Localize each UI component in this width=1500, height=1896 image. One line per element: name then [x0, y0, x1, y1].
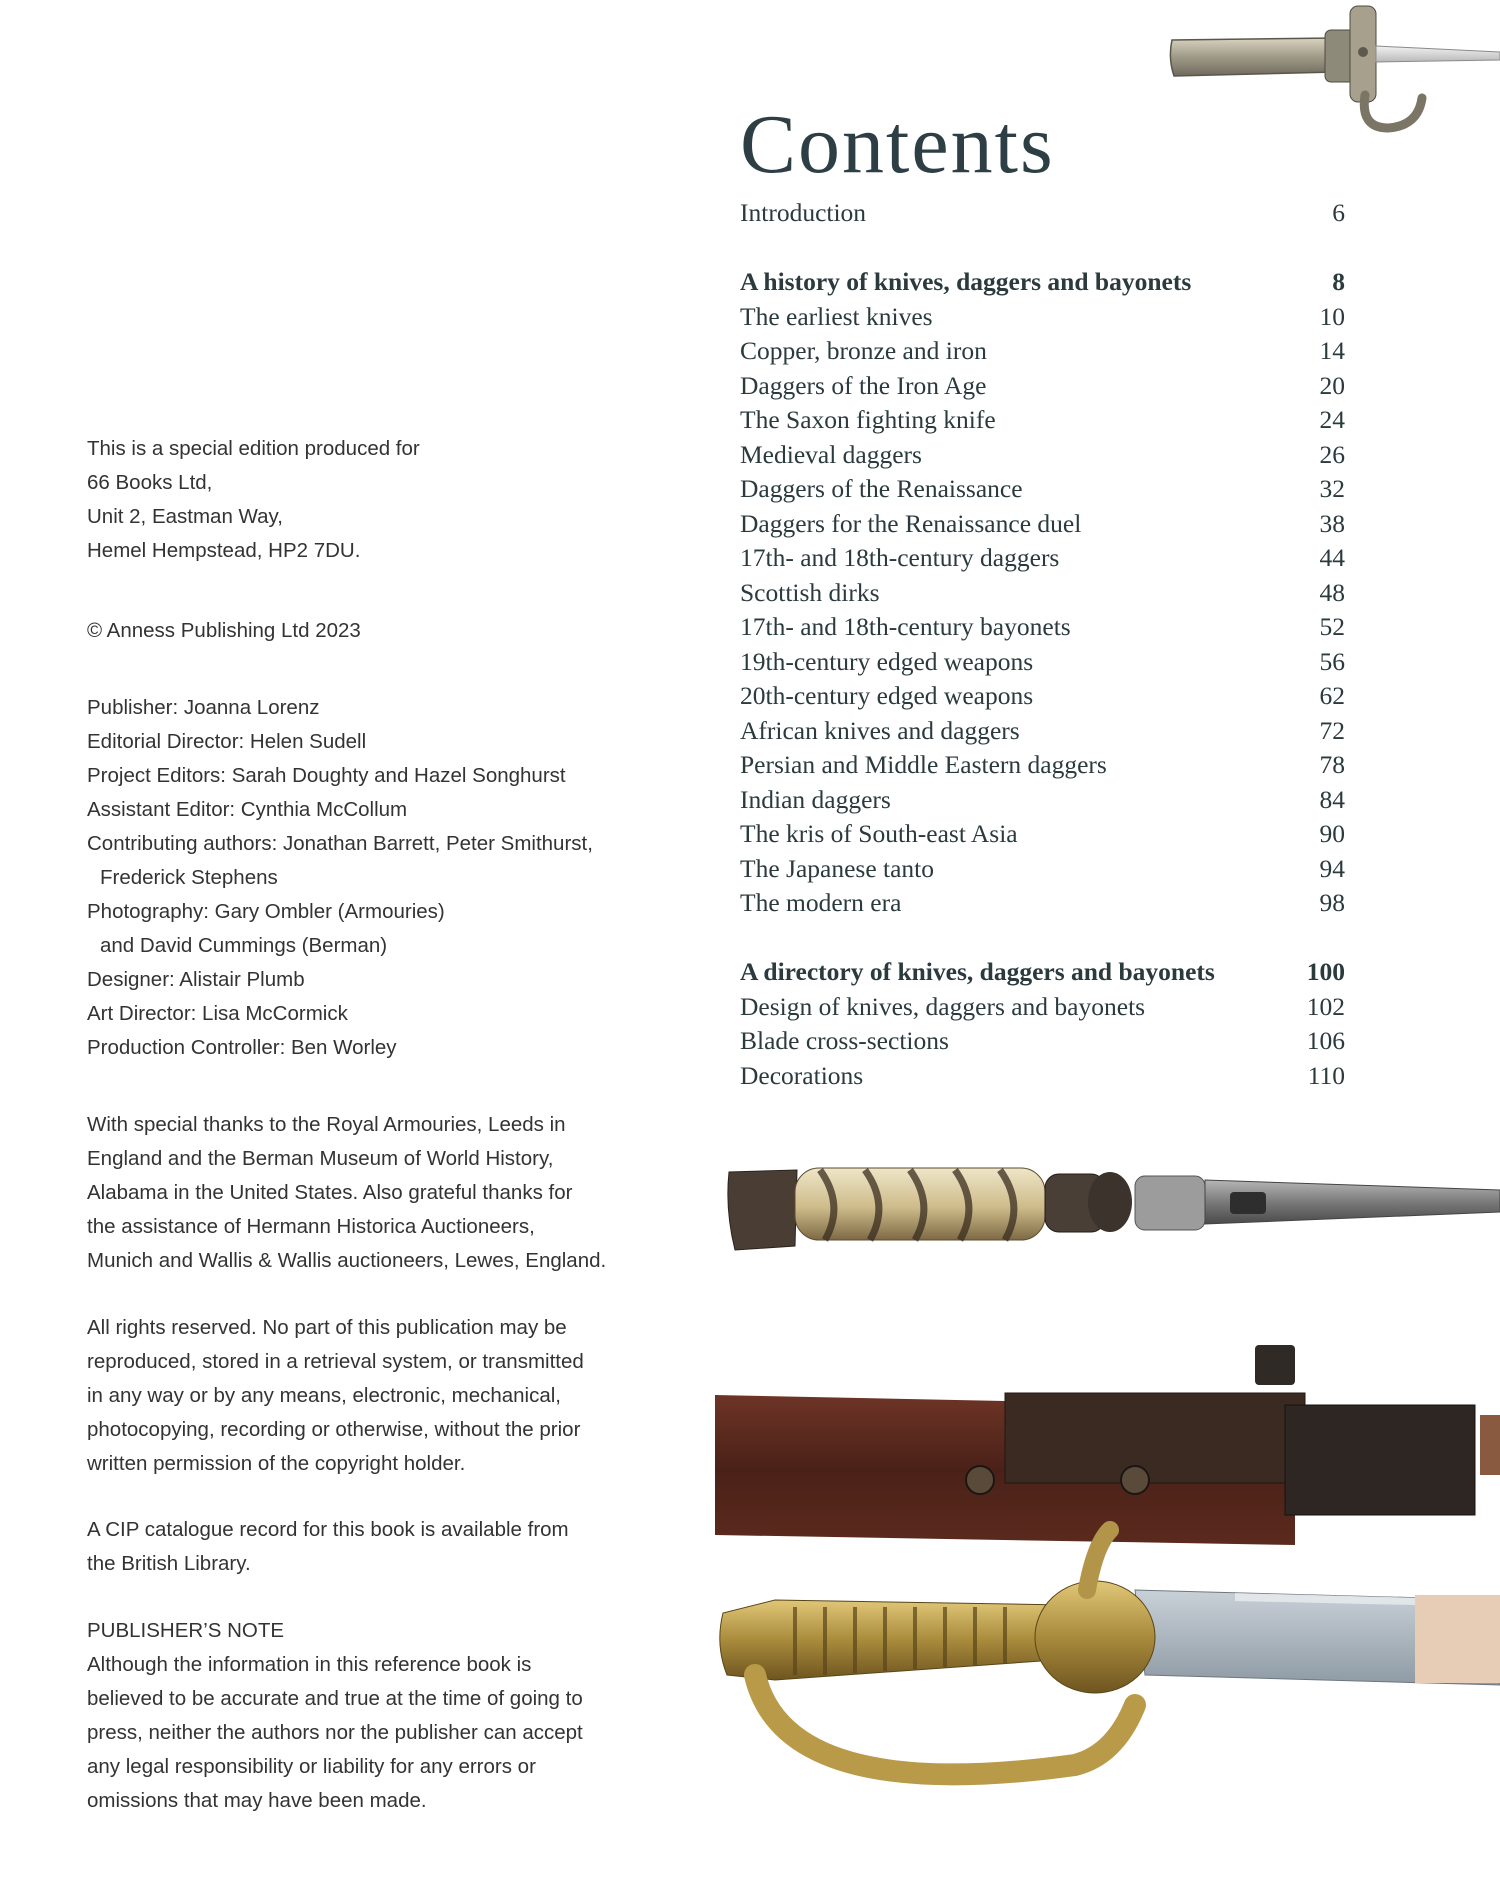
- toc-entry-page: 38: [1319, 508, 1345, 538]
- toc-entry-title: Medieval daggers: [740, 439, 922, 469]
- toc-entry-page: 100: [1306, 957, 1345, 986]
- rights-line: reproduced, stored in a retrieval system, or transmitted: [87, 1350, 584, 1373]
- contents-title: Contents: [740, 98, 1055, 191]
- cip-block: [87, 1513, 569, 1581]
- toc-entry-title: The earliest knives: [740, 301, 933, 331]
- toc-entry: [740, 403, 1345, 437]
- toc-entry: [740, 472, 1345, 506]
- note-line: omissions that may have been made.: [87, 1789, 427, 1812]
- credit-line: Publisher: Joanna Lorenz: [87, 696, 320, 719]
- rights-line: All rights reserved. No part of this publication may be: [87, 1316, 567, 1339]
- thanks-line: Munich and Wallis & Wallis auctioneers, Lewes, England.: [87, 1249, 607, 1272]
- toc-entry: [740, 334, 1345, 368]
- toc-entry-title: 19th-century edged weapons: [740, 646, 1034, 676]
- toc-entry-page: 110: [1307, 1060, 1345, 1090]
- toc-entry-page: 94: [1319, 853, 1345, 883]
- credit-line: Assistant Editor: Cynthia McCollum: [87, 798, 408, 821]
- address-line: Hemel Hempstead, HP2 7DU.: [87, 539, 361, 562]
- toc-entry-page: 102: [1306, 991, 1345, 1021]
- toc-entry-page: 26: [1319, 439, 1345, 469]
- toc-entry-title: 17th- and 18th-century bayonets: [740, 612, 1071, 641]
- copyright-block: [87, 614, 361, 648]
- thanks-line: Alabama in the United States. Also grateful thanks for: [87, 1181, 573, 1204]
- toc-entry: [740, 438, 1345, 472]
- toc-entry-title: The kris of South-east Asia: [740, 819, 1018, 848]
- special-edition-address: [87, 432, 420, 568]
- toc-entry-page: 20: [1319, 370, 1345, 400]
- toc-entry: [740, 990, 1345, 1024]
- toc-entry-title: A directory of knives, daggers and bayonets: [740, 957, 1215, 986]
- credit-line: Photography: Gary Ombler (Armouries): [87, 900, 445, 923]
- toc-section-heading: [740, 265, 1345, 299]
- toc-entry-title: 20th-century edged weapons: [740, 681, 1034, 710]
- credit-line: Designer: Alistair Plumb: [87, 968, 305, 991]
- toc-entry-page: 44: [1319, 543, 1345, 572]
- toc-entry-page: 8: [1332, 267, 1345, 296]
- toc-entry-title: Blade cross-sections: [740, 1026, 949, 1055]
- toc-entry-title: The Saxon fighting knife: [740, 405, 996, 434]
- rights-line: written permission of the copyright holder.: [87, 1452, 466, 1475]
- dagger-hilt-icon: [725, 1150, 1500, 1270]
- toc-entry-page: 48: [1319, 577, 1345, 607]
- toc-entry-title: Daggers of the Renaissance: [740, 474, 1023, 503]
- toc-entry-page: 62: [1319, 681, 1345, 710]
- toc-entry: [740, 610, 1345, 644]
- thanks-line: With special thanks to the Royal Armouries, Leeds in: [87, 1113, 566, 1136]
- toc-entry: [740, 679, 1345, 713]
- thanks-line: the assistance of Hermann Historica Auctioneers,: [87, 1215, 535, 1238]
- toc-entry-page: 32: [1319, 474, 1345, 503]
- toc-entry: [740, 748, 1345, 782]
- toc-entry: [740, 1059, 1345, 1093]
- toc-entry-title: Persian and Middle Eastern daggers: [740, 750, 1107, 779]
- acknowledgements-block: [87, 1108, 606, 1278]
- credit-line: Editorial Director: Helen Sudell: [87, 730, 367, 753]
- toc-entry-page: 106: [1306, 1026, 1345, 1055]
- toc-entry-title: Scottish dirks: [740, 577, 880, 607]
- toc-entry-title: A history of knives, daggers and bayonets: [740, 267, 1192, 296]
- credit-line: Frederick Stephens: [100, 866, 278, 889]
- toc-entry-title: The modern era: [740, 888, 902, 917]
- toc-entry-page: 56: [1319, 646, 1345, 676]
- credit-line: and David Cummings (Berman): [100, 934, 388, 957]
- note-line: believed to be accurate and true at the time of going to: [87, 1687, 583, 1710]
- credit-line: Production Controller: Ben Worley: [87, 1036, 397, 1059]
- rifle-bayonet-sabre-icon: [715, 1345, 1500, 1815]
- rights-line: photocopying, recording or otherwise, without the prior: [87, 1418, 581, 1441]
- toc-entry-title: Introduction: [740, 198, 867, 227]
- toc-entry: [740, 369, 1345, 403]
- note-line: press, neither the authors nor the publisher can accept: [87, 1721, 583, 1744]
- address-line: 66 Books Ltd,: [87, 471, 213, 494]
- toc-entry: [740, 300, 1345, 334]
- toc-entry-title: 17th- and 18th-century daggers: [740, 543, 1060, 572]
- credit-line: Art Director: Lisa McCormick: [87, 1002, 348, 1025]
- toc-entry-page: 78: [1319, 750, 1345, 779]
- publishers-note-block: [87, 1614, 583, 1818]
- toc-entry: [740, 541, 1345, 575]
- publishers-note-heading: PUBLISHER’S NOTE: [87, 1619, 285, 1642]
- toc-entry-title: Copper, bronze and iron: [740, 336, 987, 365]
- credit-line: Project Editors: Sarah Doughty and Hazel Songhurst: [87, 764, 566, 787]
- toc-entry-title: Daggers for the Renaissance duel: [740, 508, 1082, 538]
- toc-entry: [740, 1024, 1345, 1058]
- toc-entry-page: 52: [1319, 612, 1345, 641]
- toc-entry-title: Decorations: [740, 1060, 864, 1090]
- toc-entry: [740, 783, 1345, 817]
- toc-entry-title: The Japanese tanto: [740, 853, 935, 883]
- toc-entry-title: Daggers of the Iron Age: [740, 370, 987, 400]
- rights-line: in any way or by any means, electronic, mechanical,: [87, 1384, 562, 1407]
- copyright-line: © Anness Publishing Ltd 2023: [87, 619, 361, 642]
- toc-entry-page: 14: [1319, 336, 1345, 365]
- rights-block: [87, 1311, 584, 1481]
- toc-entry: [740, 852, 1345, 886]
- cip-line: the British Library.: [87, 1552, 251, 1575]
- note-line: Although the information in this reference book is: [87, 1653, 532, 1676]
- toc-entry-page: 90: [1319, 819, 1345, 848]
- toc-section-heading: [740, 955, 1345, 989]
- toc-entry-page: 98: [1319, 888, 1345, 917]
- toc-entry: [740, 576, 1345, 610]
- toc-entry: [740, 507, 1345, 541]
- toc-entry: [740, 645, 1345, 679]
- address-line: Unit 2, Eastman Way,: [87, 505, 283, 528]
- credits-block: [87, 691, 593, 1065]
- thanks-line: England and the Berman Museum of World History,: [87, 1147, 554, 1170]
- toc-entry: [740, 714, 1345, 748]
- toc-entry-title: Design of knives, daggers and bayonets: [740, 991, 1146, 1021]
- note-line: any legal responsibility or liability for any errors or: [87, 1755, 536, 1778]
- credit-line: Contributing authors: Jonathan Barrett, Peter Smithurst,: [87, 832, 593, 855]
- toc-entry: [740, 886, 1345, 920]
- toc-entry: [740, 196, 1345, 230]
- toc-entry-page: 10: [1319, 301, 1345, 331]
- toc-entry-title: African knives and daggers: [740, 715, 1020, 745]
- bayonet-hilt-icon: [1160, 0, 1500, 140]
- toc-entry-page: 6: [1332, 198, 1345, 227]
- address-line: This is a special edition produced for: [87, 437, 420, 460]
- toc-entry: [740, 817, 1345, 851]
- toc-entry-page: 84: [1319, 784, 1345, 814]
- toc-entry-page: 24: [1319, 405, 1345, 434]
- toc-entry-title: Indian daggers: [740, 784, 891, 814]
- cip-line: A CIP catalogue record for this book is available from: [87, 1518, 569, 1541]
- toc-entry-page: 72: [1319, 715, 1345, 745]
